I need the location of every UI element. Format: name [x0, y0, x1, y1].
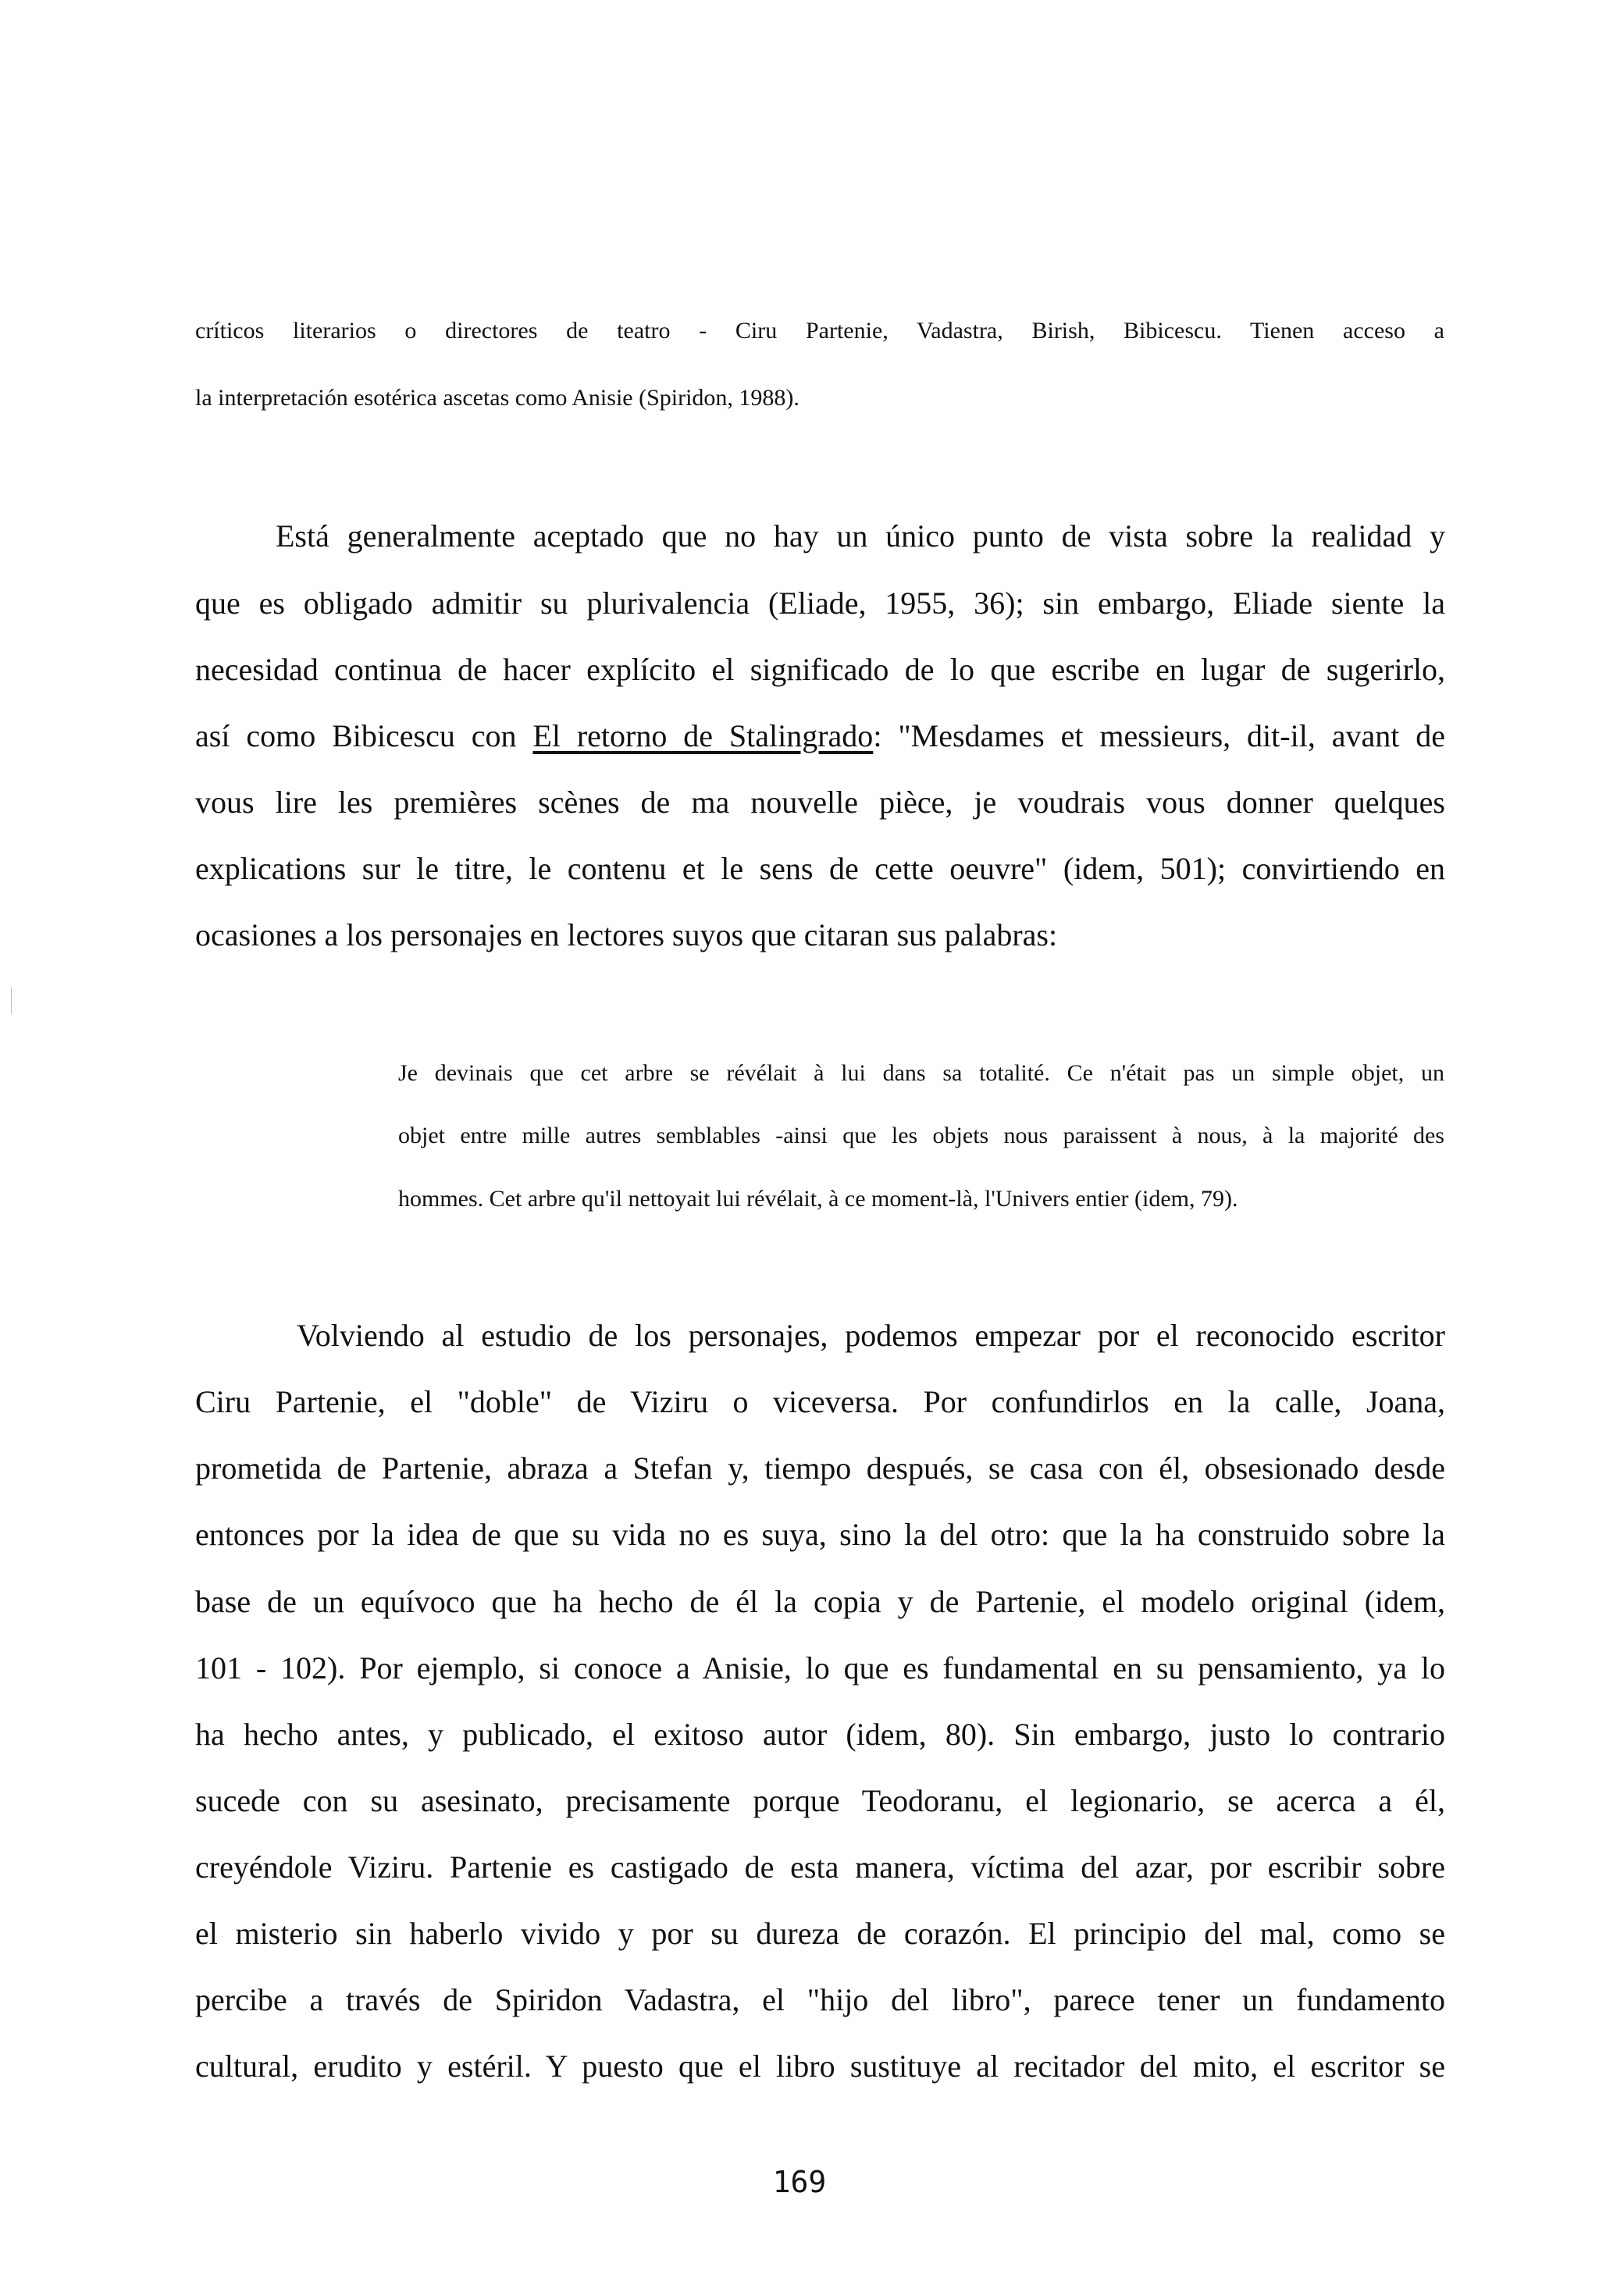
paragraph1-line-5: vous lire les premières scènes de ma nouvelle pièce, je voudrais vous donner quelques: [195, 785, 1445, 820]
paragraph2-line-7: ha hecho antes, y publicado, el exitoso autor (idem, 80). Sin embargo, justo lo contrario: [195, 1717, 1445, 1752]
paragraph2-line-4: entonces por la idea de que su vida no es suya, sino la del otro: que la ha construido sobre la: [195, 1517, 1445, 1552]
paragraph2-line-2: Ciru Partenie, el "doble" de Viziru o viceversa. Por confundirlos en la calle, Joana,: [195, 1384, 1445, 1419]
intro-line-1: críticos literarios o directores de teatro - Ciru Partenie, Vadastra, Birish, Bibicescu. Tienen acceso a: [195, 318, 1444, 344]
paragraph2-line-8: sucede con su asesinato, precisamente porque Teodoranu, el legionario, se acerca a él,: [195, 1783, 1445, 1818]
paragraph1-line-3: necesidad continua de hacer explícito el significado de lo que escribe en lugar de sugerirlo,: [195, 652, 1445, 687]
scan-margin-mark: [11, 988, 12, 1014]
book-title: El retorno de Stalingrado: [532, 718, 874, 753]
paragraph1-line-4-after: : "Mesdames et messieurs, dit-il, avant de: [873, 718, 1445, 753]
paragraph1-line-7: ocasiones a los personajes en lectores suyos que citaran sus palabras:: [195, 917, 1058, 952]
paragraph1-line-6: explications sur le titre, le contenu et le sens de cette oeuvre" (idem, 501); convirtiendo en: [195, 851, 1445, 886]
quote-line-2: objet entre mille autres semblables -ainsi que les objets nous paraissent à nous, à la majorité des: [398, 1123, 1444, 1148]
paragraph1-line-4: [195, 717, 1445, 756]
paragraph2-line-3: prometida de Partenie, abraza a Stefan y, tiempo después, se casa con él, obsesionado desde: [195, 1451, 1445, 1486]
paragraph2-line-10: el misterio sin haberlo vivido y por su dureza de corazón. El principio del mal, como se: [195, 1916, 1445, 1951]
paragraph2-line-9: creyéndole Viziru. Partenie es castigado de esta manera, víctima del azar, por escribir sobre: [195, 1849, 1445, 1885]
paragraph2-line-12: cultural, erudito y estéril. Y puesto que el libro sustituye al recitador del mito, el escritor se: [195, 2049, 1445, 2084]
paragraph2-line-1: Volviendo al estudio de los personajes, podemos empezar por el reconocido escritor: [297, 1318, 1445, 1353]
paragraph2-line-5: base de un equívoco que ha hecho de él la copia y de Partenie, el modelo original (idem,: [195, 1584, 1445, 1619]
paragraph1-line-4-before: así como Bibicescu con: [195, 718, 533, 753]
paragraph1-line-2: que es obligado admitir su plurivalencia (Eliade, 1955, 36); sin embargo, Eliade siente la: [195, 586, 1445, 621]
quote-line-1: Je devinais que cet arbre se révélait à lui dans sa totalité. Ce n'était pas un simple objet, un: [398, 1060, 1444, 1086]
intro-line-2: la interpretación esotérica ascetas como Anisie (Spiridon, 1988).: [195, 385, 800, 411]
paragraph2-line-11: percibe a través de Spiridon Vadastra, el "hijo del libro", parece tener un fundamento: [195, 1982, 1445, 2017]
paragraph2-line-6: 101 - 102). Por ejemplo, si conoce a Anisie, lo que es fundamental en su pensamiento, ya lo: [195, 1650, 1445, 1686]
page-number: 169: [772, 2165, 827, 2199]
paragraph1-line-1: Está generalmente aceptado que no hay un único punto de vista sobre la realidad y: [276, 518, 1445, 554]
quote-line-3: hommes. Cet arbre qu'il nettoyait lui révélait, à ce moment-là, l'Univers entier (idem, 79).: [398, 1186, 1238, 1212]
